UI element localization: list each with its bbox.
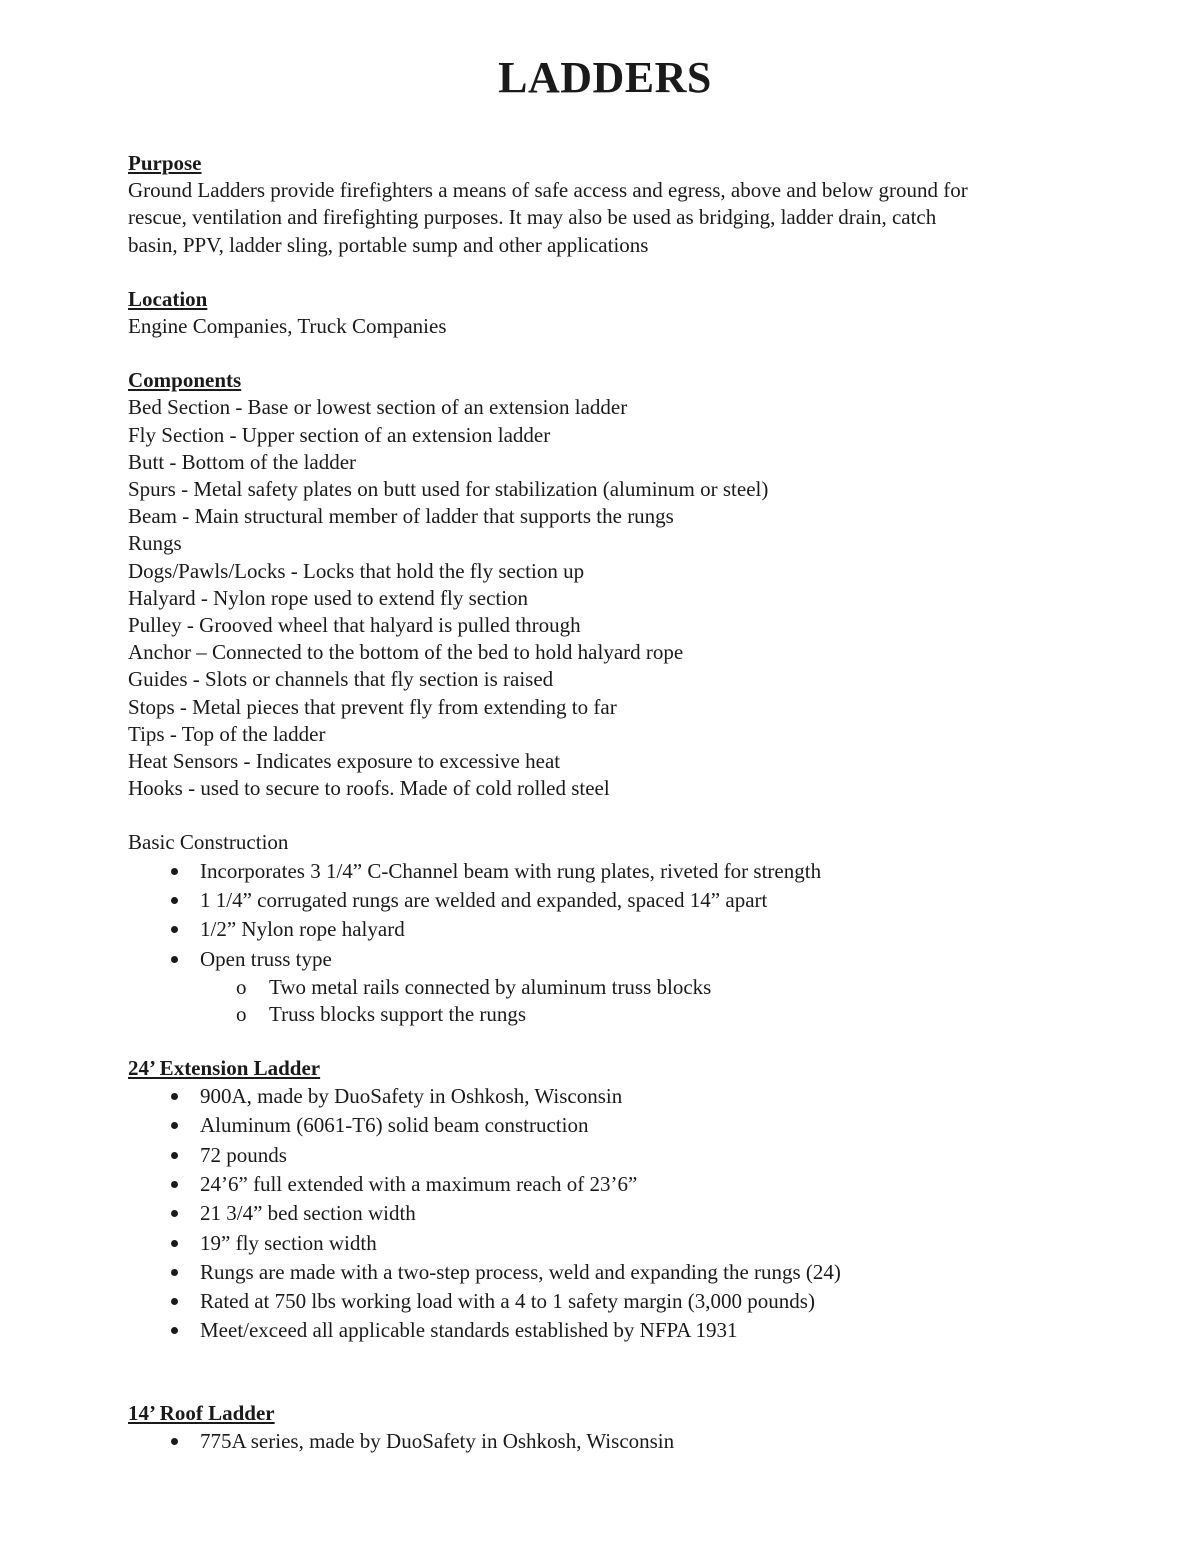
component-item: Butt - Bottom of the ladder — [128, 449, 357, 474]
list-item: 900A, made by DuoSafety in Oshkosh, Wisconsin — [128, 1082, 1088, 1111]
document-body — [128, 150, 1088, 1483]
list-item: 21 3/4” bed section width — [128, 1199, 1088, 1228]
construction-heading: Basic Construction — [128, 830, 289, 855]
components-section — [128, 367, 1088, 802]
construction-list — [128, 857, 1088, 974]
list-item: 1/2” Nylon rope halyard — [128, 915, 1088, 944]
component-item: Halyard - Nylon rope used to extend fly section — [128, 585, 529, 610]
list-item: Meet/exceed all applicable standards established by NFPA 1931 — [128, 1316, 1088, 1345]
component-item: Guides - Slots or channels that fly section is raised — [128, 667, 554, 692]
location-text: Engine Companies, Truck Companies — [128, 314, 447, 339]
list-item: Rungs are made with a two-step process, weld and expanding the rungs (24) — [128, 1258, 1088, 1287]
component-item: Dogs/Pawls/Locks - Locks that hold the fly section up — [128, 558, 585, 583]
components-heading: Components — [128, 368, 242, 393]
component-item: Hooks - used to secure to roofs. Made of cold rolled steel — [128, 776, 610, 801]
list-item: Incorporates 3 1/4” C-Channel beam with rung plates, riveted for strength — [128, 857, 1088, 886]
purpose-line: Ground Ladders provide firefighters a means of safe access and egress, above and below ground for — [128, 178, 968, 203]
component-item: Anchor – Connected to the bottom of the bed to hold halyard rope — [128, 640, 684, 665]
purpose-line: basin, PPV, ladder sling, portable sump and other applications — [128, 232, 649, 257]
roof-ladder-list — [128, 1427, 1088, 1456]
list-item: 24’6” full extended with a maximum reach of 23’6” — [128, 1170, 1088, 1199]
sub-list-item: o Truss blocks support the rungs — [128, 1001, 1088, 1028]
list-item: 72 pounds — [128, 1141, 1088, 1170]
list-item: Aluminum (6061-T6) solid beam construction — [128, 1111, 1088, 1140]
roof-ladder-heading: 14’ Roof Ladder — [128, 1400, 275, 1425]
list-item: 19” fly section width — [128, 1229, 1088, 1258]
list-item: Rated at 750 lbs working load with a 4 to 1 safety margin (3,000 pounds) — [128, 1287, 1088, 1316]
sub-list-item: o Two metal rails connected by aluminum truss blocks — [128, 974, 1088, 1001]
extension-ladder-list — [128, 1082, 1088, 1346]
component-item: Tips - Top of the ladder — [128, 721, 326, 746]
component-item: Bed Section - Base or lowest section of an extension ladder — [128, 395, 628, 420]
component-item: Pulley - Grooved wheel that halyard is pulled through — [128, 613, 581, 638]
list-item: 1 1/4” corrugated rungs are welded and expanded, spaced 14” apart — [128, 886, 1088, 915]
purpose-line: rescue, ventilation and firefighting purposes. It may also be used as bridging, ladder drain, catch — [128, 205, 937, 230]
construction-section — [128, 829, 1088, 1027]
roof-ladder-section — [128, 1400, 1088, 1457]
purpose-section — [128, 150, 1088, 259]
component-item: Stops - Metal pieces that prevent fly from extending to far — [128, 694, 617, 719]
truss-sub-list — [128, 974, 1088, 1028]
list-item: Open truss type — [128, 945, 1088, 974]
extension-ladder-section — [128, 1055, 1088, 1346]
location-heading: Location — [128, 286, 208, 311]
component-item: Spurs - Metal safety plates on butt used for stabilization (aluminum or steel) — [128, 477, 769, 502]
list-item: 775A series, made by DuoSafety in Oshkosh, Wisconsin — [128, 1427, 1088, 1456]
component-item: Heat Sensors - Indicates exposure to excessive heat — [128, 749, 561, 774]
component-item: Fly Section - Upper section of an extension ladder — [128, 422, 551, 447]
location-section — [128, 286, 1088, 340]
page-title: LADDERS — [498, 53, 712, 102]
component-item: Beam - Main structural member of ladder that supports the rungs — [128, 504, 674, 529]
extension-ladder-heading: 24’ Extension Ladder — [128, 1055, 321, 1080]
component-item: Rungs — [128, 531, 182, 556]
purpose-heading: Purpose — [128, 151, 202, 175]
